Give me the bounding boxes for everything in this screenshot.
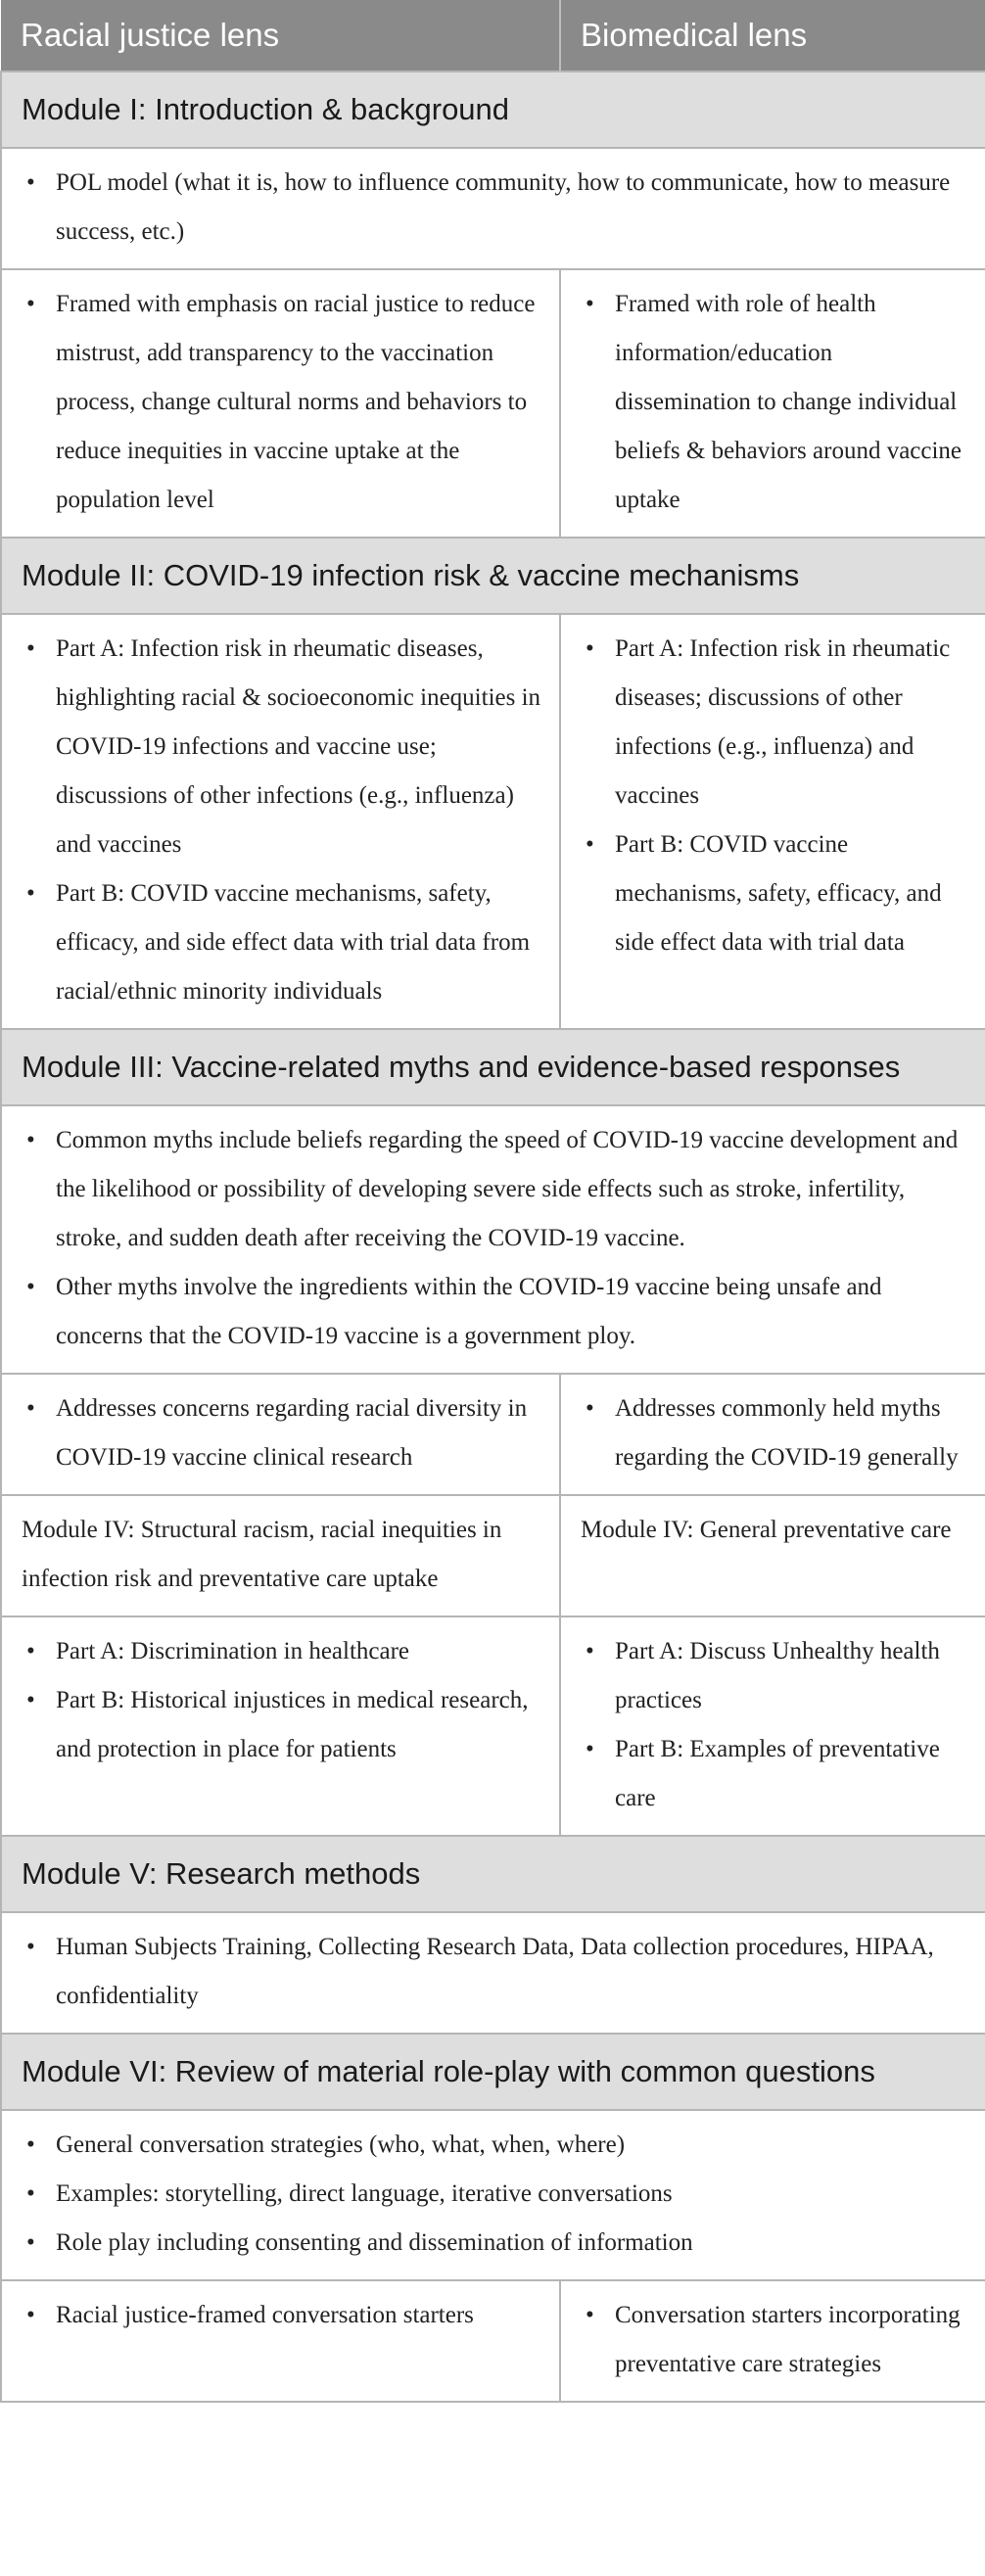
list-item: • Human Subjects Training, Collecting Research Data, Data collection procedures, HIPAA, confidentiality	[56, 1923, 967, 2021]
list-item: • Part A: Discrimination in healthcare	[56, 1627, 541, 1676]
module-1-title: Module I: Introduction & background	[1, 71, 985, 148]
list-item: • Part B: Historical injustices in medical research, and protection in place for patients	[56, 1676, 541, 1774]
list-item: • Part A: Infection risk in rheumatic diseases, highlighting racial & socioeconomic inequities in COVID-19 infections and vaccine use; discussions of other infections (e.g., influenza) and vaccines	[56, 625, 541, 869]
module-3-title: Module III: Vaccine-related myths and evidence-based responses	[1, 1029, 985, 1105]
list-item: • Framed with emphasis on racial justice to reduce mistrust, add transparency to the vaccination process, change cultural norms and behaviors to reduce inequities in vaccine uptake at the population level	[56, 280, 541, 525]
list-item: • Part A: Discuss Unhealthy health practices	[615, 1627, 967, 1725]
header-racial-justice-lens: Racial justice lens	[1, 0, 560, 71]
module-4-biomedical-title: Module IV: General preventative care	[560, 1495, 985, 1616]
module-2-biomedical-cell	[560, 614, 985, 1029]
header-row	[1, 0, 985, 71]
module-1-racial-cell	[1, 269, 560, 538]
list-item: • Part B: COVID vaccine mechanisms, safety, efficacy, and side effect data with trial data	[615, 820, 967, 967]
list-item: • General conversation strategies (who, what, when, where)	[56, 2121, 967, 2170]
list-item: • Part B: COVID vaccine mechanisms, safety, efficacy, and side effect data with trial data from racial/ethnic minority individuals	[56, 869, 541, 1016]
list-item: • POL model (what it is, how to influence community, how to communicate, how to measure success, etc.)	[56, 159, 967, 257]
module-4-biomedical-cell	[560, 1616, 985, 1836]
list-item: • Role play including consenting and dissemination of information	[56, 2219, 967, 2268]
module-3-shared-cell	[1, 1105, 985, 1374]
header-biomedical-lens: Biomedical lens	[560, 0, 985, 71]
module-3-racial-cell	[1, 1374, 560, 1495]
list-item: • Part A: Infection risk in rheumatic diseases; discussions of other infections (e.g., influenza) and vaccines	[615, 625, 967, 820]
module-1-shared-cell	[1, 148, 985, 269]
module-6-racial-cell	[1, 2280, 560, 2402]
module-5-title: Module V: Research methods	[1, 1836, 985, 1912]
module-1-biomedical-cell	[560, 269, 985, 538]
module-6-title: Module VI: Review of material role-play with common questions	[1, 2034, 985, 2110]
module-3-biomedical-cell	[560, 1374, 985, 1495]
list-item: • Common myths include beliefs regarding the speed of COVID-19 vaccine development and the likelihood or possibility of developing severe side effects such as stroke, infertility, stroke, and sudden death after receiving the COVID-19 vaccine.	[56, 1116, 967, 1263]
list-item: • Examples: storytelling, direct language, iterative conversations	[56, 2170, 967, 2219]
list-item: • Racial justice-framed conversation starters	[56, 2291, 541, 2340]
list-item: • Other myths involve the ingredients within the COVID-19 vaccine being unsafe and concerns that the COVID-19 vaccine is a government ploy.	[56, 1263, 967, 1361]
list-item: • Part B: Examples of preventative care	[615, 1725, 967, 1823]
module-2-racial-cell	[1, 614, 560, 1029]
module-5-shared-cell	[1, 1912, 985, 2034]
list-item: • Framed with role of health information/education dissemination to change individual beliefs & behaviors around vaccine uptake	[615, 280, 967, 525]
module-2-title: Module II: COVID-19 infection risk & vaccine mechanisms	[1, 538, 985, 614]
module-6-biomedical-cell	[560, 2280, 985, 2402]
module-6-shared-cell	[1, 2110, 985, 2280]
list-item: • Addresses commonly held myths regarding the COVID-19 generally	[615, 1384, 967, 1482]
module-4-racial-cell	[1, 1616, 560, 1836]
list-item: • Addresses concerns regarding racial diversity in COVID-19 vaccine clinical research	[56, 1384, 541, 1482]
list-item: • Conversation starters incorporating preventative care strategies	[615, 2291, 967, 2389]
module-4-racial-title: Module IV: Structural racism, racial inequities in infection risk and preventative care uptake	[1, 1495, 560, 1616]
